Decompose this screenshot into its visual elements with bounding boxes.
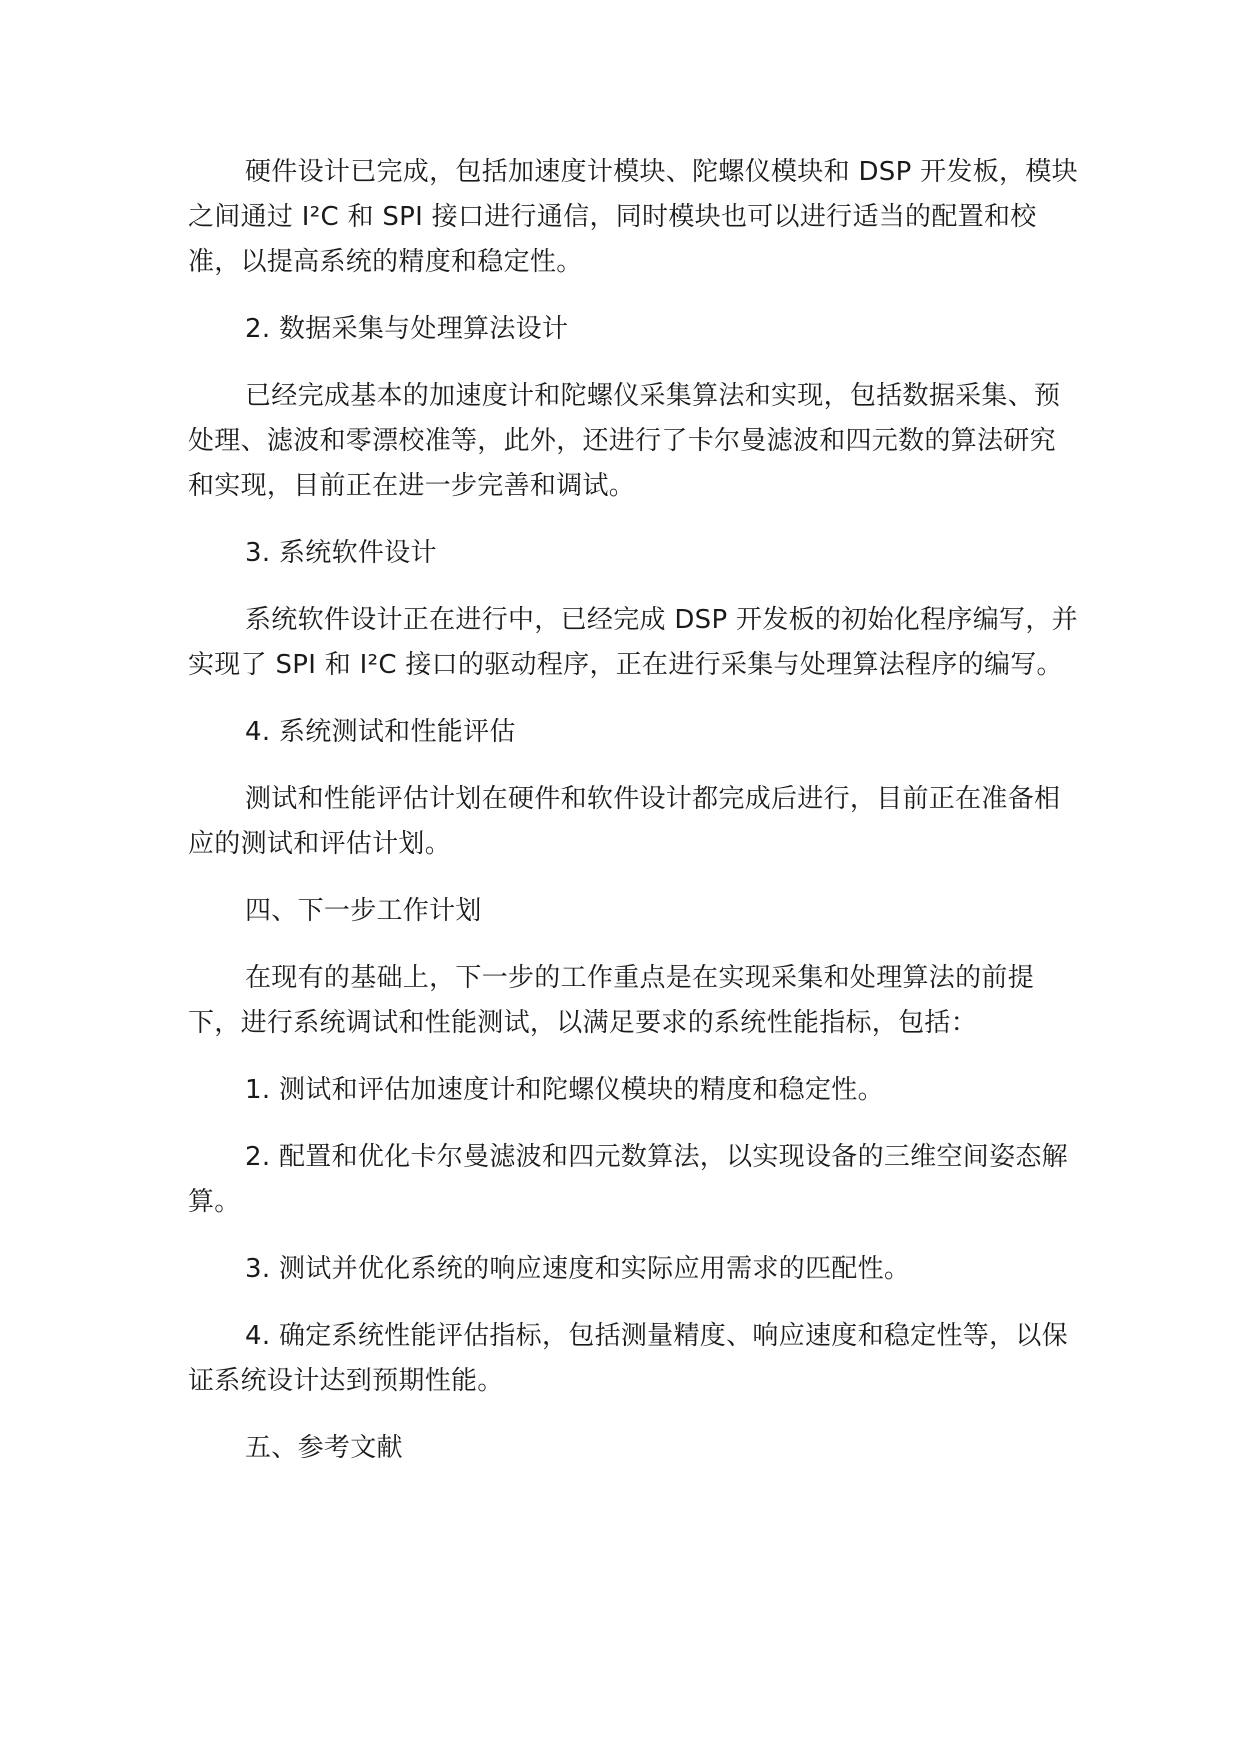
heading-software-design: 3. 系统软件设计: [245, 538, 437, 568]
list-item-2: 2. 配置和优化卡尔曼滤波和四元数算法，以实现设备的三维空间姿态解算。: [188, 1142, 1068, 1217]
paragraph-data-acquisition: 已经完成基本的加速度计和陀螺仪采集算法和实现，包括数据采集、预处理、滤波和零漂校准等，此外，还进行了卡尔曼滤波和四元数的算法研究和实现，目前正在进一步完善和调试。: [188, 381, 1061, 501]
list-item-3: 3. 测试并优化系统的响应速度和实际应用需求的匹配性。: [245, 1254, 911, 1284]
document-body: [188, 150, 1078, 1493]
paragraph-hardware-design: 硬件设计已完成，包括加速度计模块、陀螺仪模块和 DSP 开发板，模块之间通过 I²C 和 SPI 接口进行通信，同时模块也可以进行适当的配置和校准，以提高系统的精度和稳定性。: [188, 157, 1078, 277]
heading-data-acquisition: 2. 数据采集与处理算法设计: [245, 314, 569, 344]
heading-references: 五、参考文献: [245, 1433, 403, 1463]
list-item-1: 1. 测试和评估加速度计和陀螺仪模块的精度和稳定性。: [245, 1075, 884, 1105]
paragraph-next-steps: 在现有的基础上，下一步的工作重点是在实现采集和处理算法的前提下，进行系统调试和性能测试，以满足要求的系统性能指标，包括：: [188, 963, 1035, 1038]
paragraph-system-testing: 测试和性能评估计划在硬件和软件设计都完成后进行，目前正在准备相应的测试和评估计划。: [188, 784, 1061, 859]
heading-system-testing: 4. 系统测试和性能评估: [245, 717, 516, 747]
heading-next-steps: 四、下一步工作计划: [245, 896, 482, 926]
list-item-4: 4. 确定系统性能评估指标，包括测量精度、响应速度和稳定性等，以保证系统设计达到预期性能。: [188, 1321, 1068, 1396]
paragraph-software-design: 系统软件设计正在进行中，已经完成 DSP 开发板的初始化程序编写，并实现了 SPI 和 I²C 接口的驱动程序，正在进行采集与处理算法程序的编写。: [188, 605, 1078, 680]
